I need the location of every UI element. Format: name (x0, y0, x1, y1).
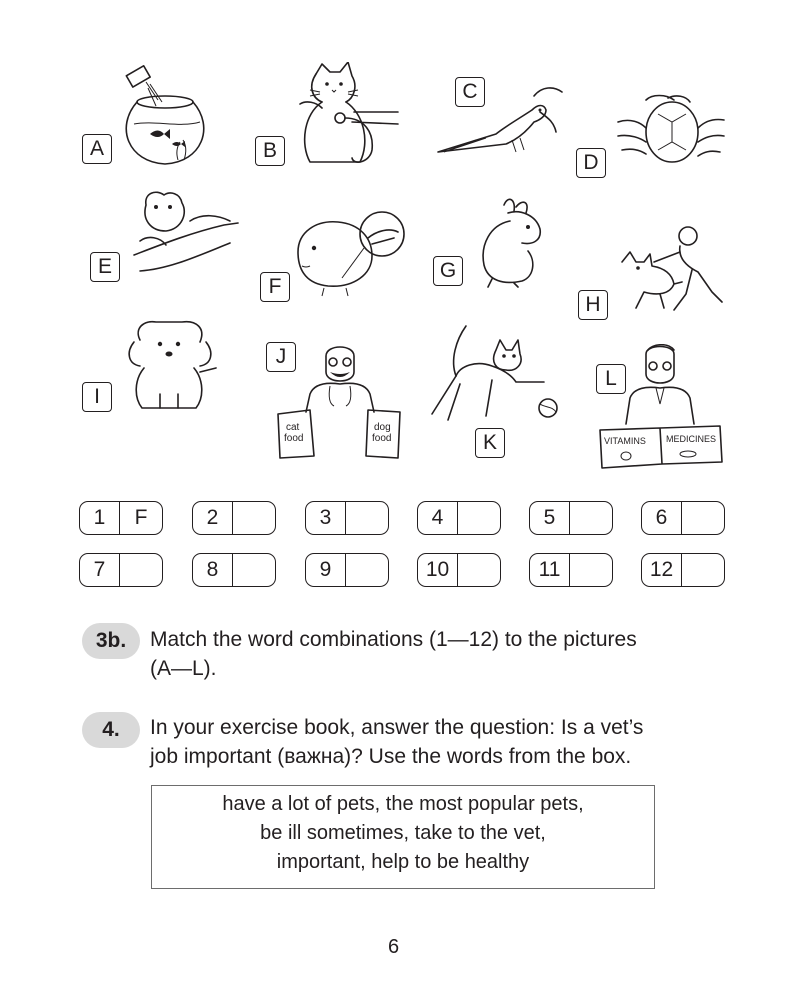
guinea-pig-image (294, 208, 414, 300)
cat-with-vet-image (294, 62, 404, 170)
answer-number: 8 (193, 554, 233, 586)
rabbit-image (474, 195, 554, 290)
task-3b-line2: (A—L). (150, 657, 217, 680)
word-box-line3: important, help to be healthy (276, 851, 530, 873)
answer-box-9[interactable] (305, 553, 389, 587)
word-box-line1: have a lot of pets, the most popular pets, (222, 793, 584, 815)
task-4-line2: job important (важна)? Use the words from the box. (150, 745, 632, 768)
answer-box-8[interactable] (192, 553, 276, 587)
picture-letter-h: H (578, 290, 608, 320)
word-box-line2: be ill sometimes, take to the vet, (260, 822, 546, 844)
answer-number: 12 (642, 554, 682, 586)
answer-letter-field[interactable]: F (134, 506, 148, 529)
answer-box-7[interactable] (79, 553, 163, 587)
answer-number: 3 (306, 502, 346, 534)
goldfish-bowl-image (120, 62, 220, 172)
answer-box-12[interactable] (641, 553, 725, 587)
answer-box-10[interactable] (417, 553, 501, 587)
vitamins-label: VITAMINS (604, 436, 646, 446)
task-4-line1: In your exercise book, answer the question: Is a vet’s (150, 716, 644, 739)
turtle-image (616, 92, 726, 172)
answer-box-11[interactable] (529, 553, 613, 587)
task-4-badge: 4. (82, 712, 140, 748)
answer-letter-field[interactable] (458, 554, 500, 586)
answer-box-1[interactable] (79, 501, 163, 535)
picture-letter-d: D (576, 148, 606, 178)
answer-number: 1 (80, 502, 120, 534)
answer-letter-field[interactable] (346, 554, 388, 586)
dog-food-label-line2: food (372, 433, 392, 444)
puppy-image (120, 318, 220, 413)
answer-letter-field[interactable] (458, 502, 500, 534)
cat-food-label-line1: cat (286, 422, 300, 433)
picture-letter-f: F (260, 272, 290, 302)
picture-letter-l: L (596, 364, 626, 394)
word-box (151, 785, 655, 889)
answer-number: 6 (642, 502, 682, 534)
answer-letter-field[interactable] (233, 554, 275, 586)
answer-number: 9 (306, 554, 346, 586)
answer-number: 10 (418, 554, 458, 586)
picture-letter-e: E (90, 252, 120, 282)
cat-food-label-line2: food (284, 433, 304, 444)
task-3b-line1: Match the word combinations (1—12) to the pictures (150, 628, 637, 651)
task-3b-instruction (150, 625, 637, 683)
page-number: 6 (387, 936, 400, 958)
picture-letter-g: G (433, 256, 463, 286)
answer-box-4[interactable] (417, 501, 501, 535)
picture-letter-i: I (82, 382, 112, 412)
picture-letter-k: K (475, 428, 505, 458)
answer-number: 7 (80, 554, 120, 586)
picture-letter-c: C (455, 77, 485, 107)
answer-number: 4 (418, 502, 458, 534)
boy-walking-dog-image (614, 222, 728, 318)
answer-letter-field[interactable] (233, 502, 275, 534)
hamster-image (130, 185, 240, 280)
vet-with-medicines-image (596, 344, 726, 470)
cat-with-ball-image (426, 320, 566, 425)
answer-letter-field[interactable] (682, 554, 724, 586)
vet-with-pet-food-image (270, 338, 410, 460)
answer-letter-field[interactable] (570, 502, 612, 534)
answer-box-2[interactable] (192, 501, 276, 535)
medicines-label: MEDICINES (666, 434, 717, 444)
answer-number: 2 (193, 502, 233, 534)
picture-letter-j: J (266, 342, 296, 372)
picture-letter-b: B (255, 136, 285, 166)
dog-food-label-line1: dog (374, 422, 391, 433)
answer-letter-field[interactable] (120, 554, 162, 586)
answer-letter-field[interactable] (682, 502, 724, 534)
task-3b-badge: 3b. (82, 623, 140, 659)
answer-letter-field[interactable] (570, 554, 612, 586)
answer-number: 5 (530, 502, 570, 534)
answer-box-5[interactable] (529, 501, 613, 535)
answer-box-3[interactable] (305, 501, 389, 535)
task-4-instruction (150, 713, 643, 771)
answer-letter-field[interactable] (346, 502, 388, 534)
parrot-image (436, 82, 566, 162)
picture-letter-a: A (82, 134, 112, 164)
answer-box-6[interactable] (641, 501, 725, 535)
answer-number: 11 (530, 554, 570, 586)
